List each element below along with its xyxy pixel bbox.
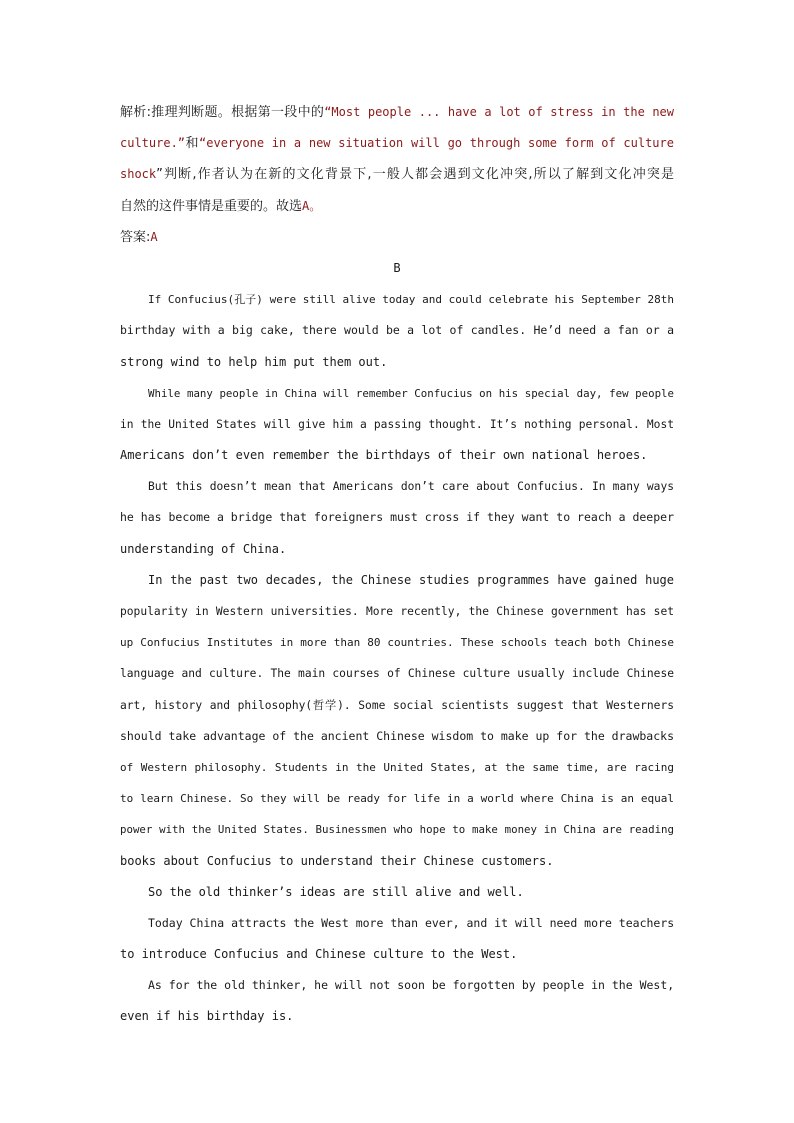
passage-line: of Western philosophy. Students in the United States, at the same time, are racing [120,760,674,774]
passage-line: art, history and philosophy(哲学). Some social scientists suggest that Westerners [120,698,674,712]
analysis-line-3 [120,159,674,190]
passage-line: While many people in China will remember Confucius on his special day, few people [148,386,674,400]
answer-value: A [150,229,158,244]
analysis-text: 自然的这件事情是重要的。故选 [120,198,303,214]
passage-line: If Confucius(孔子) were still alive today and could celebrate his September 28th [148,293,674,307]
passage-line: should take advantage of the ancient Chinese wisdom to make up for the drawbacks [120,728,674,743]
passage-line: In the past two decades, the Chinese studies programmes have gained huge [148,572,674,587]
section-label: B [393,260,401,275]
analysis-quote: shock [120,167,157,182]
passage-line: strong wind to help him put them out. [120,354,388,369]
passage-line: books about Confucius to understand their Chinese customers. [120,853,554,868]
analysis-quote: “everyone in a new situation will go through some form of culture [199,136,674,151]
passage-line: to introduce Confucius and Chinese culture to the West. [120,947,518,962]
passage-line: language and culture. The main courses of Chinese culture usually include Chinese [120,667,674,681]
passage-line: As for the old thinker, he will not soon be forgotten by people in the West, [148,978,675,993]
passage-line: even if his birthday is. [120,1009,294,1024]
passage-line: birthday with a big cake, there would be a lot of candles. He’d need a fan or a [120,323,674,338]
analysis-quote: culture.” [120,136,186,151]
passage-line: Americans don’t even remember the birthdays of their own national heroes. [120,448,648,463]
analysis-line-2 [120,128,674,159]
passage-line: So the old thinker’s ideas are still alive and well. [148,884,524,899]
passage-line: power with the United States. Businessmen who hope to make money in China are reading [120,823,674,837]
analysis-text: 和 [185,136,200,152]
analysis-quote: “Most people ... have a lot of stress in the new [324,105,674,119]
document-page [120,97,674,1033]
analysis-label: 解析: [120,105,151,120]
passage-line: Today China attracts the West more than ever, and it will need more teachers [148,915,675,930]
analysis-text: 推理判断题。根据第一段中的 [150,105,325,120]
answer-line [120,222,674,253]
passage-line: popularity in Western universities. More recently, the Chinese government has set [120,605,674,618]
analysis-line-4 [120,191,674,222]
passage-line: he has become a bridge that foreigners must cross if they want to reach a deeper [120,510,674,525]
analysis-text: ”判断,作者认为在新的文化背景下,一般人都会遇到文化冲突,所以了解到文化冲突是 [156,167,674,183]
passage-line: to learn Chinese. So they will be ready for life in a world where China is an equal [120,792,674,806]
passage-line: in the United States will give him a passing thought. It’s nothing personal. Most [120,417,674,431]
passage-line: up Confucius Institutes in more than 80 countries. These schools teach both Chinese [120,636,674,650]
passage-line: understanding of China. [120,541,287,556]
passage-line: But this doesn’t mean that Americans don’t care about Confucius. In many ways [148,480,674,494]
answer-label: 答案: [120,229,151,245]
analysis-choice: A。 [302,198,322,213]
analysis-line-1 [120,97,674,128]
